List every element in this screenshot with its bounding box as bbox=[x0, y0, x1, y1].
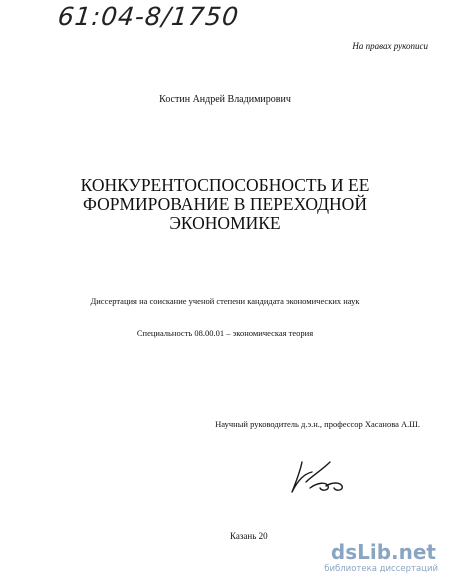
author-name: Костин Андрей Владимирович bbox=[159, 94, 291, 105]
watermark-site-name: dsLib.net bbox=[330, 540, 436, 564]
handwritten-signature bbox=[282, 452, 352, 498]
supervisor-line: Научный руководитель д.э.н., профессор Хасанова А.Ш. bbox=[215, 419, 420, 429]
dissertation-title bbox=[60, 176, 390, 233]
watermark-caption: библиотека диссертаций bbox=[324, 564, 438, 574]
degree-subtitle: Диссертация на соискание ученой степени кандидата экономических наук bbox=[90, 296, 360, 306]
title-line: КОНКУРЕНТОСПОСОБНОСТЬ И ЕЕ bbox=[80, 175, 370, 195]
rights-note: На правах рукописи bbox=[352, 41, 428, 51]
title-line: ФОРМИРОВАНИЕ В ПЕРЕХОДНОЙ bbox=[83, 194, 367, 214]
title-line: ЭКОНОМИКЕ bbox=[169, 213, 281, 233]
handwritten-catalog-number: 61:04-8/1750 bbox=[56, 2, 241, 31]
specialty-line: Специальность 08.00.01 – экономическая теория bbox=[136, 328, 314, 338]
dslib-watermark bbox=[324, 534, 450, 582]
city-year: Казань 20 bbox=[230, 531, 268, 541]
